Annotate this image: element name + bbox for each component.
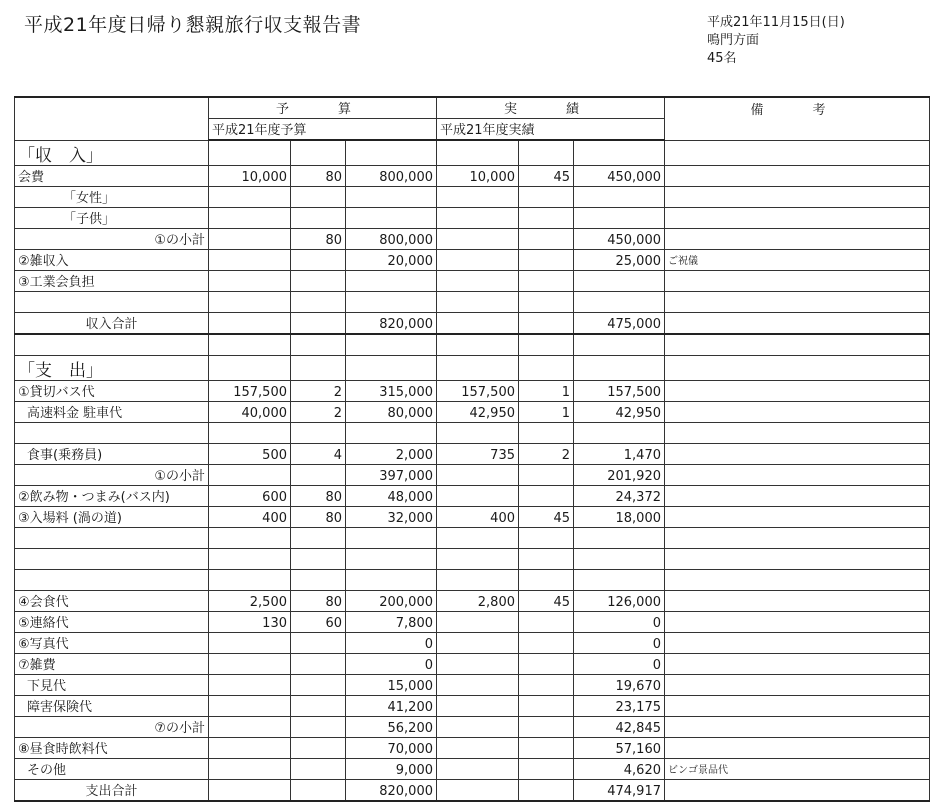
actual-unit-price: 735 xyxy=(437,443,519,464)
budget-amount: 800,000 xyxy=(346,165,437,186)
budget-unit-price xyxy=(209,270,291,291)
actual-amount: 157,500 xyxy=(574,380,665,401)
table-row xyxy=(15,695,930,716)
report-title: 平成21年度日帰り懇親旅行収支報告書 xyxy=(24,14,362,36)
table-row xyxy=(15,548,930,569)
actual-quantity xyxy=(519,186,574,207)
table-row xyxy=(15,228,930,249)
actual-unit-price xyxy=(437,548,519,569)
budget-unit-price xyxy=(209,653,291,674)
row-label: ⑦雑費 xyxy=(15,653,209,674)
row-label: 食事(乗務員) xyxy=(15,443,209,464)
actual-amount: 1,470 xyxy=(574,443,665,464)
actual-quantity: 2 xyxy=(519,443,574,464)
table-row xyxy=(15,590,930,611)
actual-amount: 57,160 xyxy=(574,737,665,758)
balance-table xyxy=(14,96,930,802)
row-label: ③入場料 (渦の道) xyxy=(15,506,209,527)
table-row xyxy=(15,165,930,186)
row-label xyxy=(15,527,209,548)
budget-unit-price xyxy=(209,186,291,207)
remark xyxy=(665,401,930,422)
remark xyxy=(665,165,930,186)
row-label: ①貸切バス代 xyxy=(15,380,209,401)
row-label: 下見代 xyxy=(15,674,209,695)
budget-amount: 397,000 xyxy=(346,464,437,485)
actual-unit-price: 2,800 xyxy=(437,590,519,611)
actual-quantity xyxy=(519,632,574,653)
budget-amount: 56,200 xyxy=(346,716,437,737)
actual-unit-price xyxy=(437,485,519,506)
blank-row xyxy=(15,334,930,356)
total-actual: 475,000 xyxy=(574,312,665,334)
empty-cell xyxy=(437,291,519,312)
actual-quantity xyxy=(519,695,574,716)
destination: 鳴門方面 xyxy=(707,33,760,48)
budget-unit-price xyxy=(209,548,291,569)
actual-amount: 18,000 xyxy=(574,506,665,527)
actual-quantity xyxy=(519,422,574,443)
empty-cell xyxy=(665,291,930,312)
budget-amount: 0 xyxy=(346,632,437,653)
actual-quantity xyxy=(519,758,574,779)
empty-cell xyxy=(209,140,291,165)
actual-unit-price xyxy=(437,737,519,758)
budget-unit-price xyxy=(209,569,291,590)
empty-cell xyxy=(574,291,665,312)
remark xyxy=(665,228,930,249)
actual-amount xyxy=(574,270,665,291)
budget-quantity xyxy=(291,695,346,716)
actual-unit-price xyxy=(437,228,519,249)
budget-unit-price: 40,000 xyxy=(209,401,291,422)
row-label: ⑧昼食時飲料代 xyxy=(15,737,209,758)
budget-quantity xyxy=(291,716,346,737)
empty-cell xyxy=(665,334,930,356)
budget-amount xyxy=(346,186,437,207)
empty-cell xyxy=(519,779,574,801)
actual-amount: 450,000 xyxy=(574,165,665,186)
budget-amount: 32,000 xyxy=(346,506,437,527)
budget-amount: 315,000 xyxy=(346,380,437,401)
budget-quantity xyxy=(291,674,346,695)
actual-amount: 450,000 xyxy=(574,228,665,249)
budget-subheader: 平成21年度予算 xyxy=(209,119,437,141)
remark xyxy=(665,527,930,548)
remark xyxy=(665,653,930,674)
actual-amount xyxy=(574,527,665,548)
actual-quantity xyxy=(519,228,574,249)
row-label: 障害保険代 xyxy=(15,695,209,716)
budget-unit-price xyxy=(209,249,291,270)
actual-amount: 24,372 xyxy=(574,485,665,506)
report-meta xyxy=(707,14,845,68)
table-row xyxy=(15,464,930,485)
actual-header: 実 績 xyxy=(437,97,665,119)
budget-amount: 48,000 xyxy=(346,485,437,506)
empty-cell xyxy=(15,334,209,356)
actual-quantity xyxy=(519,464,574,485)
remark: ビンゴ景品代 xyxy=(665,758,930,779)
budget-quantity xyxy=(291,464,346,485)
budget-quantity: 60 xyxy=(291,611,346,632)
actual-amount xyxy=(574,207,665,228)
table-row xyxy=(15,674,930,695)
actual-amount xyxy=(574,186,665,207)
budget-quantity: 4 xyxy=(291,443,346,464)
table-row xyxy=(15,443,930,464)
actual-amount: 4,620 xyxy=(574,758,665,779)
budget-quantity xyxy=(291,653,346,674)
remark xyxy=(665,548,930,569)
total-budget: 820,000 xyxy=(346,779,437,801)
actual-subheader: 平成21年度実績 xyxy=(437,119,665,141)
actual-unit-price xyxy=(437,695,519,716)
actual-unit-price xyxy=(437,207,519,228)
blank-row xyxy=(15,291,930,312)
budget-unit-price xyxy=(209,422,291,443)
budget-amount: 20,000 xyxy=(346,249,437,270)
remarks-header: 備 考 xyxy=(665,97,930,140)
row-label: ⑥写真代 xyxy=(15,632,209,653)
remark xyxy=(665,380,930,401)
empty-cell xyxy=(346,355,437,380)
empty-cell xyxy=(437,140,519,165)
actual-amount: 19,670 xyxy=(574,674,665,695)
budget-amount: 80,000 xyxy=(346,401,437,422)
actual-amount: 25,000 xyxy=(574,249,665,270)
empty-cell xyxy=(665,312,930,334)
budget-header: 予 算 xyxy=(209,97,437,119)
total-label: 支出合計 xyxy=(15,779,209,801)
actual-quantity: 1 xyxy=(519,380,574,401)
empty-cell xyxy=(291,291,346,312)
actual-quantity xyxy=(519,716,574,737)
row-label xyxy=(15,422,209,443)
budget-amount: 7,800 xyxy=(346,611,437,632)
actual-unit-price xyxy=(437,632,519,653)
empty-cell xyxy=(437,312,519,334)
budget-quantity: 80 xyxy=(291,165,346,186)
budget-amount xyxy=(346,527,437,548)
empty-cell xyxy=(291,312,346,334)
table-row xyxy=(15,422,930,443)
row-label xyxy=(15,548,209,569)
budget-quantity xyxy=(291,186,346,207)
empty-cell xyxy=(519,291,574,312)
budget-amount: 9,000 xyxy=(346,758,437,779)
empty-cell xyxy=(437,355,519,380)
table-row xyxy=(15,569,930,590)
row-label: ②飲み物・つまみ(バス内) xyxy=(15,485,209,506)
actual-amount xyxy=(574,422,665,443)
actual-quantity xyxy=(519,569,574,590)
remark xyxy=(665,186,930,207)
budget-unit-price: 130 xyxy=(209,611,291,632)
actual-quantity xyxy=(519,653,574,674)
budget-quantity xyxy=(291,207,346,228)
remark xyxy=(665,611,930,632)
remark xyxy=(665,569,930,590)
empty-cell xyxy=(437,779,519,801)
actual-unit-price xyxy=(437,674,519,695)
table-row xyxy=(15,380,930,401)
remark xyxy=(665,632,930,653)
actual-unit-price: 10,000 xyxy=(437,165,519,186)
budget-amount: 70,000 xyxy=(346,737,437,758)
actual-amount: 23,175 xyxy=(574,695,665,716)
empty-cell xyxy=(291,334,346,356)
budget-quantity xyxy=(291,548,346,569)
actual-quantity: 45 xyxy=(519,165,574,186)
actual-unit-price: 157,500 xyxy=(437,380,519,401)
actual-quantity: 45 xyxy=(519,590,574,611)
empty-cell xyxy=(665,779,930,801)
actual-unit-price xyxy=(437,653,519,674)
budget-unit-price: 500 xyxy=(209,443,291,464)
income-section-row xyxy=(15,140,930,165)
row-label: 「女性」 xyxy=(15,186,209,207)
row-label: ①の小計 xyxy=(15,464,209,485)
actual-quantity: 1 xyxy=(519,401,574,422)
table-row xyxy=(15,270,930,291)
budget-unit-price: 400 xyxy=(209,506,291,527)
budget-amount: 2,000 xyxy=(346,443,437,464)
budget-unit-price: 2,500 xyxy=(209,590,291,611)
empty-cell xyxy=(574,334,665,356)
row-label: ④会食代 xyxy=(15,590,209,611)
section-label: 「収 入」 xyxy=(15,140,209,165)
actual-amount: 0 xyxy=(574,653,665,674)
budget-amount xyxy=(346,207,437,228)
actual-quantity: 45 xyxy=(519,506,574,527)
budget-unit-price: 600 xyxy=(209,485,291,506)
empty-cell xyxy=(15,291,209,312)
budget-quantity xyxy=(291,632,346,653)
table-row xyxy=(15,737,930,758)
remark xyxy=(665,464,930,485)
actual-quantity xyxy=(519,674,574,695)
empty-cell xyxy=(209,312,291,334)
remark xyxy=(665,485,930,506)
actual-unit-price xyxy=(437,611,519,632)
remark xyxy=(665,716,930,737)
table-row xyxy=(15,485,930,506)
budget-amount: 200,000 xyxy=(346,590,437,611)
actual-quantity xyxy=(519,527,574,548)
budget-quantity xyxy=(291,422,346,443)
budget-amount xyxy=(346,569,437,590)
empty-cell xyxy=(519,355,574,380)
row-label: ①の小計 xyxy=(15,228,209,249)
actual-amount: 126,000 xyxy=(574,590,665,611)
budget-unit-price: 157,500 xyxy=(209,380,291,401)
participant-count: 45名 xyxy=(707,51,737,66)
budget-unit-price xyxy=(209,758,291,779)
row-label: 会費 xyxy=(15,165,209,186)
actual-unit-price: 42,950 xyxy=(437,401,519,422)
empty-cell xyxy=(519,312,574,334)
row-label: ③工業会負担 xyxy=(15,270,209,291)
actual-unit-price xyxy=(437,758,519,779)
empty-cell xyxy=(291,140,346,165)
table-row xyxy=(15,632,930,653)
budget-unit-price xyxy=(209,674,291,695)
actual-unit-price: 400 xyxy=(437,506,519,527)
empty-cell xyxy=(291,779,346,801)
total-budget: 820,000 xyxy=(346,312,437,334)
budget-unit-price xyxy=(209,228,291,249)
remark xyxy=(665,737,930,758)
remark xyxy=(665,695,930,716)
actual-quantity xyxy=(519,737,574,758)
empty-cell xyxy=(665,355,930,380)
empty-cell xyxy=(209,334,291,356)
row-label: ②雑収入 xyxy=(15,249,209,270)
budget-quantity xyxy=(291,569,346,590)
remark xyxy=(665,207,930,228)
empty-cell xyxy=(346,140,437,165)
total-label: 収入合計 xyxy=(15,312,209,334)
actual-quantity xyxy=(519,270,574,291)
budget-quantity: 80 xyxy=(291,590,346,611)
budget-amount: 15,000 xyxy=(346,674,437,695)
budget-unit-price xyxy=(209,464,291,485)
empty-cell xyxy=(519,140,574,165)
actual-amount: 42,950 xyxy=(574,401,665,422)
empty-cell xyxy=(209,779,291,801)
actual-amount xyxy=(574,569,665,590)
table-row xyxy=(15,527,930,548)
actual-amount: 201,920 xyxy=(574,464,665,485)
budget-amount: 41,200 xyxy=(346,695,437,716)
table-row xyxy=(15,186,930,207)
budget-quantity xyxy=(291,758,346,779)
remark xyxy=(665,443,930,464)
empty-cell xyxy=(291,355,346,380)
budget-quantity: 2 xyxy=(291,380,346,401)
table-row xyxy=(15,506,930,527)
empty-cell xyxy=(519,334,574,356)
budget-amount: 800,000 xyxy=(346,228,437,249)
total-actual: 474,917 xyxy=(574,779,665,801)
budget-amount: 0 xyxy=(346,653,437,674)
actual-unit-price xyxy=(437,422,519,443)
budget-quantity: 80 xyxy=(291,485,346,506)
row-label: 「子供」 xyxy=(15,207,209,228)
actual-unit-price xyxy=(437,249,519,270)
actual-quantity xyxy=(519,485,574,506)
actual-amount: 0 xyxy=(574,611,665,632)
budget-unit-price xyxy=(209,527,291,548)
section-label: 「支 出」 xyxy=(15,355,209,380)
empty-cell xyxy=(346,291,437,312)
budget-quantity xyxy=(291,270,346,291)
empty-cell xyxy=(209,355,291,380)
actual-unit-price xyxy=(437,270,519,291)
empty-cell xyxy=(437,334,519,356)
budget-unit-price xyxy=(209,632,291,653)
actual-unit-price xyxy=(437,527,519,548)
budget-quantity xyxy=(291,527,346,548)
header-row xyxy=(15,97,930,119)
table-row xyxy=(15,249,930,270)
budget-amount xyxy=(346,422,437,443)
remark xyxy=(665,590,930,611)
empty-cell xyxy=(574,355,665,380)
actual-quantity xyxy=(519,249,574,270)
table-row xyxy=(15,207,930,228)
remark: ご祝儀 xyxy=(665,249,930,270)
actual-unit-price xyxy=(437,186,519,207)
actual-quantity xyxy=(519,207,574,228)
empty-cell xyxy=(346,334,437,356)
expense-total-row xyxy=(15,779,930,801)
budget-quantity: 80 xyxy=(291,506,346,527)
row-label: ⑤連絡代 xyxy=(15,611,209,632)
actual-amount xyxy=(574,548,665,569)
table-row xyxy=(15,401,930,422)
table-row xyxy=(15,653,930,674)
row-label xyxy=(15,569,209,590)
income-total-row xyxy=(15,312,930,334)
budget-unit-price xyxy=(209,737,291,758)
row-label: ⑦の小計 xyxy=(15,716,209,737)
remark xyxy=(665,506,930,527)
actual-quantity xyxy=(519,548,574,569)
empty-cell xyxy=(665,140,930,165)
budget-quantity: 80 xyxy=(291,228,346,249)
actual-amount: 0 xyxy=(574,632,665,653)
actual-unit-price xyxy=(437,569,519,590)
remark xyxy=(665,422,930,443)
budget-amount xyxy=(346,548,437,569)
actual-amount: 42,845 xyxy=(574,716,665,737)
empty-cell xyxy=(209,291,291,312)
row-label: その他 xyxy=(15,758,209,779)
budget-unit-price xyxy=(209,716,291,737)
budget-amount xyxy=(346,270,437,291)
event-date: 平成21年11月15日(日) xyxy=(707,15,845,30)
actual-unit-price xyxy=(437,716,519,737)
expense-section-row xyxy=(15,355,930,380)
actual-unit-price xyxy=(437,464,519,485)
table-row xyxy=(15,758,930,779)
table-row xyxy=(15,716,930,737)
budget-unit-price: 10,000 xyxy=(209,165,291,186)
actual-quantity xyxy=(519,611,574,632)
remark xyxy=(665,674,930,695)
budget-unit-price xyxy=(209,207,291,228)
header-blank xyxy=(15,97,209,140)
budget-unit-price xyxy=(209,695,291,716)
budget-quantity xyxy=(291,737,346,758)
budget-quantity xyxy=(291,249,346,270)
empty-cell xyxy=(574,140,665,165)
budget-quantity: 2 xyxy=(291,401,346,422)
table-row xyxy=(15,611,930,632)
row-label: 高速料金 駐車代 xyxy=(15,401,209,422)
remark xyxy=(665,270,930,291)
